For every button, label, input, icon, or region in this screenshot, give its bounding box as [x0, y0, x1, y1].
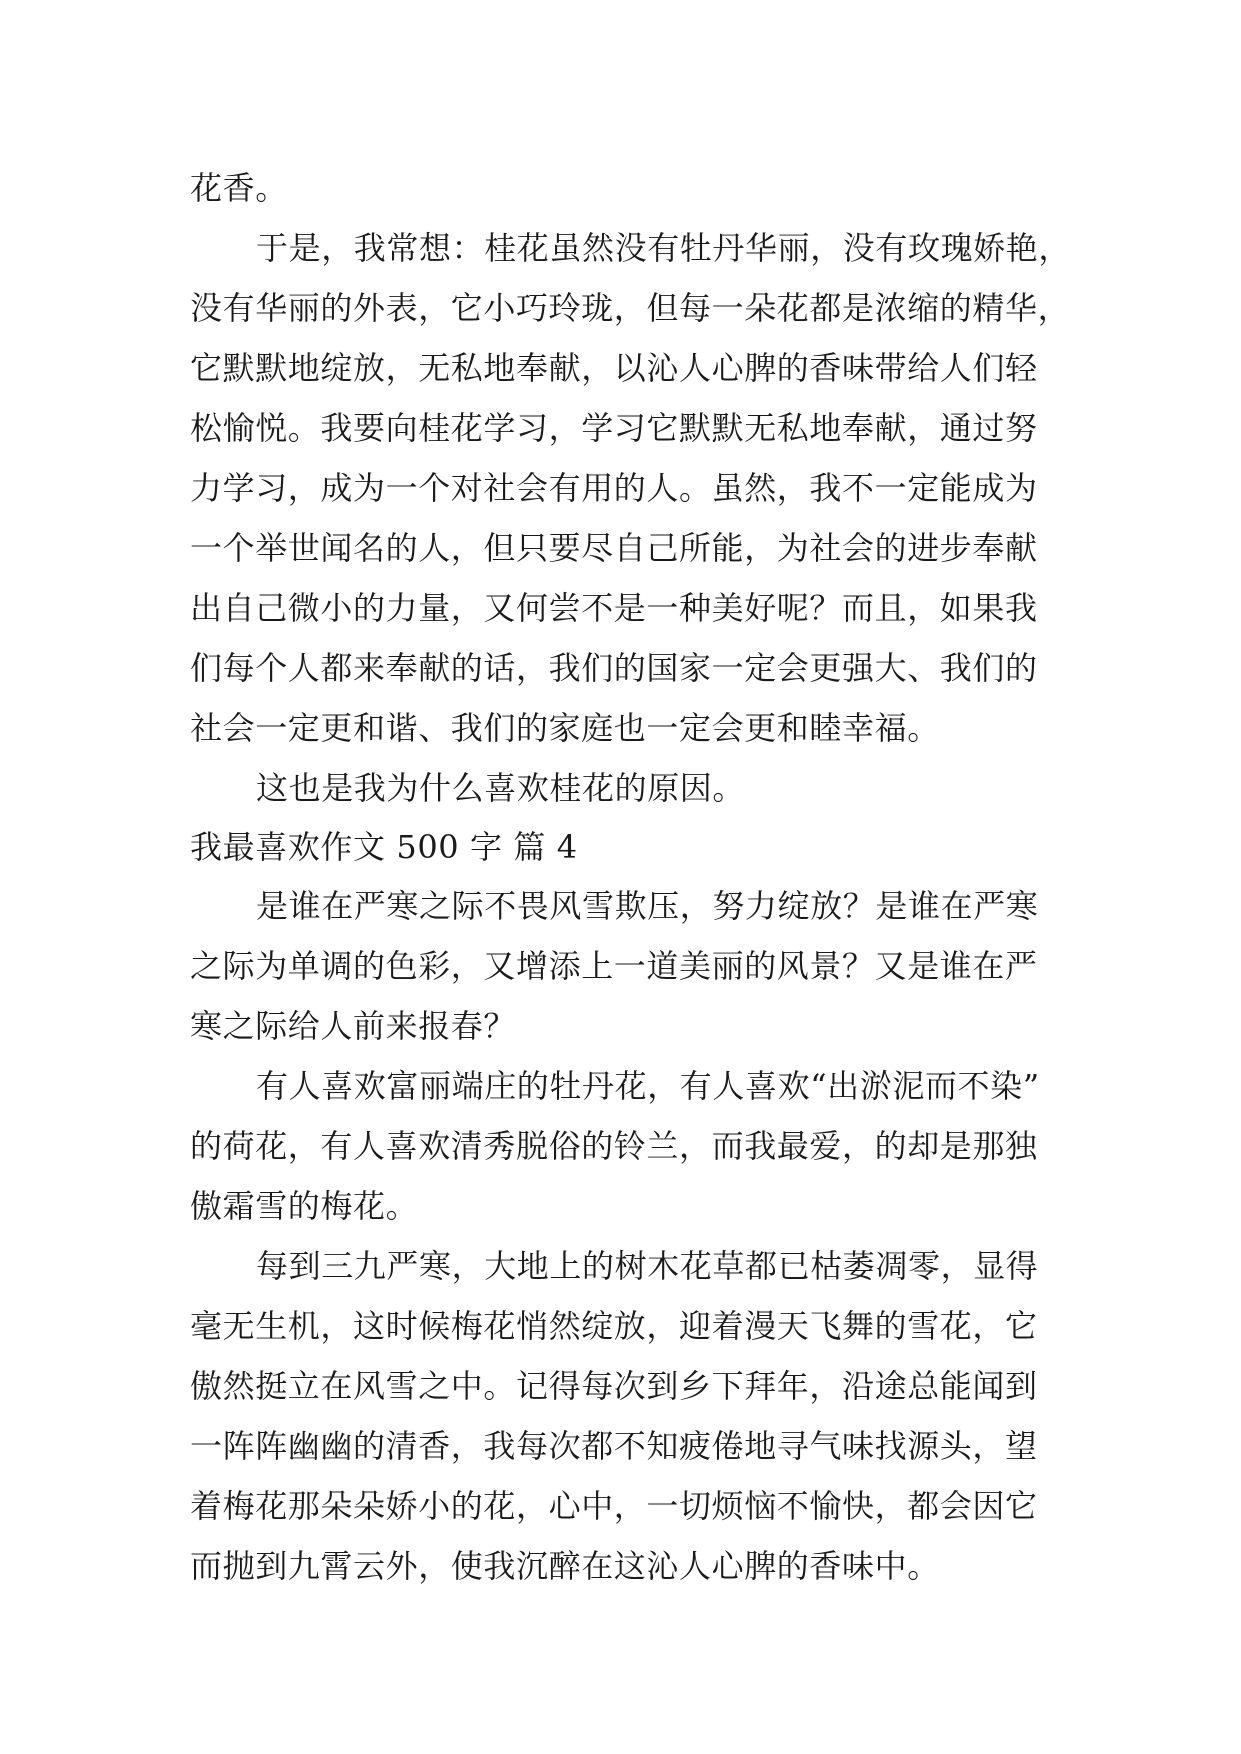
- text-line: 傲霜雪的梅花。: [190, 1187, 419, 1225]
- document-body: [190, 158, 1072, 1596]
- text-line: 一个举世闻名的人，但只要尽自己所能，为社会的进步奉献: [190, 529, 1038, 567]
- text-line: 之际为单调的色彩，又增添上一道美丽的风景？又是谁在严: [190, 947, 1038, 985]
- text-line: 力学习，成为一个对社会有用的人。虽然，我不一定能成为: [190, 469, 1038, 507]
- text-line: 寒之际给人前来报春？: [190, 1007, 517, 1045]
- text-line: 而抛到九霄云外，使我沉醉在这沁人心脾的香味中。: [190, 1547, 940, 1585]
- text-line: 它默默地绽放，无私地奉献，以沁人心脾的香味带给人们轻: [190, 349, 1038, 387]
- paragraph: [190, 758, 1052, 818]
- text-line: 花香。: [190, 169, 288, 207]
- paragraph: [190, 218, 1072, 758]
- paragraph: [190, 876, 1052, 1056]
- text-line: 的荷花，有人喜欢清秀脱俗的铃兰，而我最爱，的却是那独: [190, 1127, 1038, 1165]
- text-line: 于是，我常想：桂花虽然没有牡丹华丽，没有玫瑰娇艳，: [256, 229, 1072, 267]
- text-line: 每到三九严寒，大地上的树木花草都已枯萎凋零，显得: [256, 1247, 1039, 1285]
- text-line: 没有华丽的外表，它小巧玲珑，但每一朵花都是浓缩的精华，: [190, 289, 1071, 327]
- text-line: 着梅花那朵朵娇小的花，心中，一切烦恼不愉快，都会因它: [190, 1487, 1038, 1525]
- text-line: 松愉悦。我要向桂花学习，学习它默默无私地奉献，通过努: [190, 409, 1038, 447]
- text-line: 这也是我为什么喜欢桂花的原因。: [256, 769, 746, 807]
- paragraph: [190, 1056, 1052, 1236]
- text-line: 社会一定更和谐、我们的家庭也一定会更和睦幸福。: [190, 709, 940, 747]
- text-line: 傲然挺立在风雪之中。记得每次到乡下拜年，沿途总能闻到: [190, 1367, 1038, 1405]
- text-line: 一阵阵幽幽的清香，我每次都不知疲倦地寻气味找源头，望: [190, 1427, 1038, 1465]
- text-line: 们每个人都来奉献的话，我们的国家一定会更强大、我们的: [190, 649, 1038, 687]
- text-line: 毫无生机，这时候梅花悄然绽放，迎着漫天飞舞的雪花，它: [190, 1307, 1038, 1345]
- paragraph: [190, 158, 1052, 218]
- text-line: 是谁在严寒之际不畏风雪欺压，努力绽放？是谁在严寒: [256, 887, 1039, 925]
- text-line: 有人喜欢富丽端庄的牡丹花，有人喜欢“出淤泥而不染”: [256, 1067, 1040, 1105]
- paragraph: [190, 1236, 1052, 1596]
- section-heading: [190, 818, 1052, 876]
- text-line: 出自己微小的力量，又何尝不是一种美好呢？而且，如果我: [190, 589, 1038, 627]
- section-heading-text: 我最喜欢作文 500 字 篇 4: [190, 828, 578, 866]
